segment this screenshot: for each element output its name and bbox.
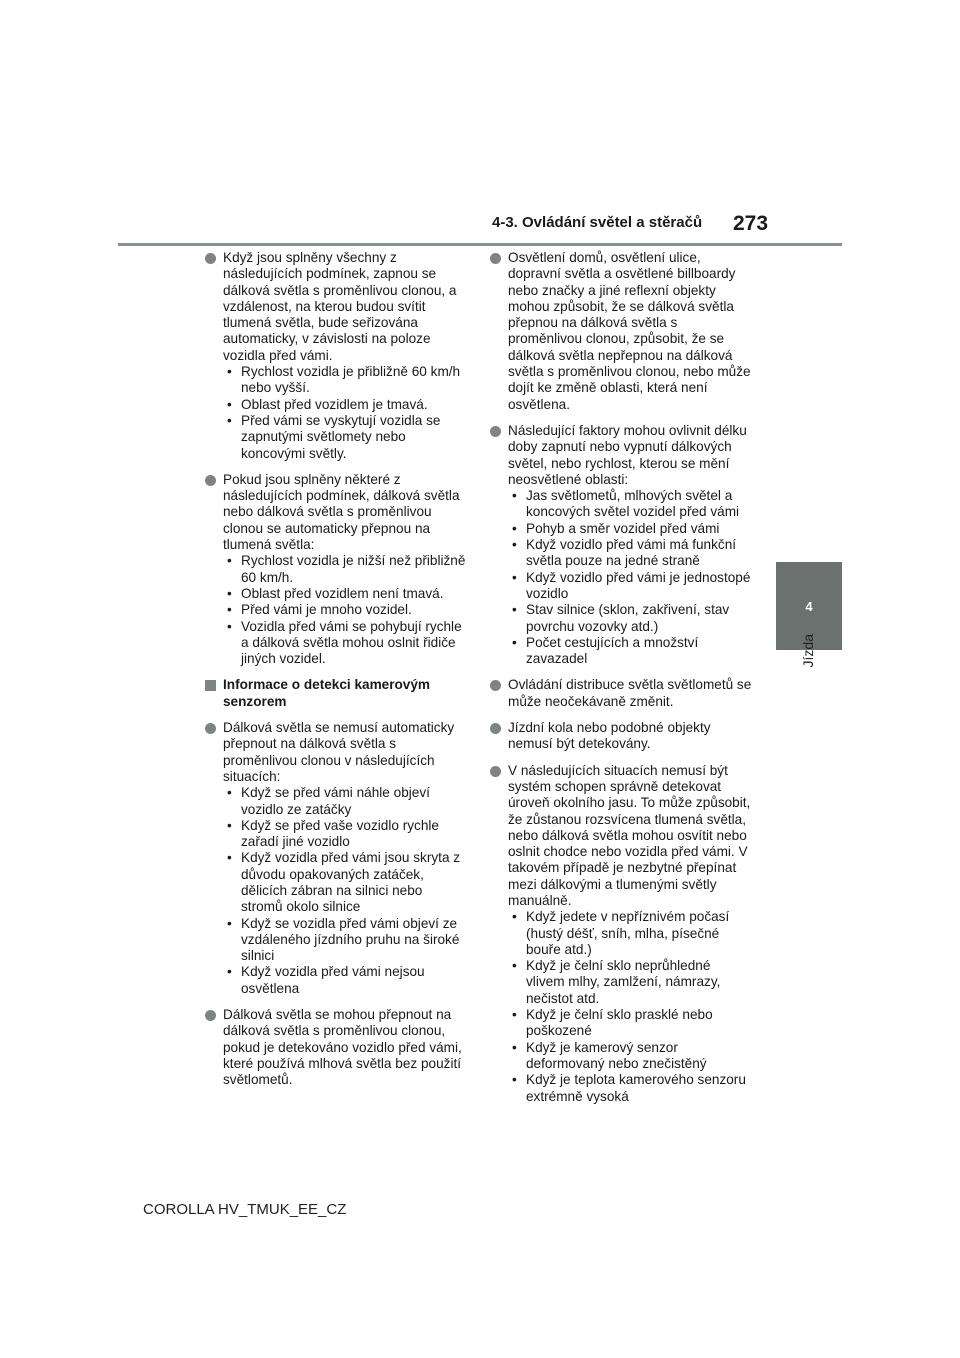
list-item: • Před vámi se vyskytují vozidla se zapnutými světlomety nebo koncovými světly. <box>223 413 467 462</box>
section-heading <box>205 677 467 710</box>
list-item: • Oblast před vozidlem není tmavá. <box>223 586 467 602</box>
list-item: • Když je kamerový senzor deformovaný nebo znečistěný <box>508 1040 752 1073</box>
paragraph <box>490 763 752 1105</box>
list-item: • Když vozidla před vámi jsou skryta z důvodu opakovaných zatáček, dělicích zábran na silnici nebo stromů okolo silnice <box>223 850 467 915</box>
chapter-tab: 4 <box>776 562 842 650</box>
bullet-list <box>508 488 752 667</box>
bullet-circle-icon <box>205 253 216 264</box>
bullet-circle-icon <box>490 723 501 734</box>
paragraph-text: Jízdní kola nebo podobné objekty nemusí být detekovány. <box>508 720 711 752</box>
list-item: • Když vozidlo před vámi je jednostopé vozidlo <box>508 570 752 603</box>
bullet-list <box>223 364 467 462</box>
chapter-label: Jízda <box>800 634 816 668</box>
list-item: • Když je čelní sklo neprůhledné vlivem mlhy, zamlžení, námrazy, nečistot atd. <box>508 958 752 1007</box>
bullet-circle-icon <box>490 253 501 264</box>
bullet-circle-icon <box>205 1010 216 1021</box>
bullet-list <box>223 785 467 997</box>
list-item: • Když vozidla před vámi nejsou osvětlena <box>223 964 467 997</box>
bullet-circle-icon <box>490 426 501 437</box>
paragraph-text: Osvětlení domů, osvětlení ulice, dopravní světla a osvětlené billboardy nebo značky a jiné reflexní objekty mohou způsobit, že se dálková světla přepnou na dálková světla s proměnlivou clonou, způsobit, že se dálková světla nepřepnou na dálková světla s proměnlivou clonou, nebo může dojít ke změně oblasti, která není osvětlena. <box>508 250 751 412</box>
paragraph-text: Následující faktory mohou ovlivnit délku doby zapnutí nebo vypnutí dálkových světel, nebo rychlost, kterou se mění neosvětlené oblasti: <box>508 422 747 487</box>
paragraph-text: Ovládání distribuce světla světlometů se může neočekávaně změnit. <box>508 677 752 709</box>
bullet-circle-icon <box>490 680 501 691</box>
bullet-circle-icon <box>205 723 216 734</box>
bullet-circle-icon <box>205 475 216 486</box>
list-item: • Oblast před vozidlem je tmavá. <box>223 397 467 413</box>
paragraph-text: Když jsou splněny všechny z následujících podmínek, zapnou se dálková světla s proměnlivou clonou, a vzdálenost, na kterou budou svítit tlumená světla, bude seřizována automaticky, v závislosti na poloze vozidla před vámi. <box>223 250 457 363</box>
list-item: • Když se před vaše vozidlo rychle zařadí jiné vozidlo <box>223 818 467 851</box>
page-number: 273 <box>733 212 769 235</box>
paragraph-text: Dálková světla se nemusí automaticky přepnout na dálková světla s proměnlivou clonou v následujících situacích: <box>223 720 455 784</box>
list-item: • Pohyb a směr vozidel před vámi <box>508 521 752 537</box>
list-item: • Když je čelní sklo prasklé nebo poškozené <box>508 1007 752 1040</box>
list-item: • Vozidla před vámi se pohybují rychle a dálková světla mohou oslnit řidiče jiných vozidel. <box>223 619 467 668</box>
paragraph <box>490 677 752 710</box>
paragraph-text: Pokud jsou splněny některé z následujících podmínek, dálková světla nebo dálková světla s proměnlivou clonou se automaticky přepnou na tlumená světla: <box>223 471 460 553</box>
paragraph <box>205 720 467 997</box>
list-item: • Stav silnice (sklon, zakřivení, stav povrchu vozovky atd.) <box>508 602 752 635</box>
list-item: • Když je teplota kamerového senzoru extrémně vysoká <box>508 1072 752 1105</box>
paragraph-text: V následujících situacích nemusí být systém schopen správně detekovat úroveň okolního jasu. To může způsobit, že zůstanou rozsvícena tlumená světla, nebo dálková světla mohou osvítit nebo oslnit chodce nebo vozidla před vámi. V takovém případě je nezbytné přepínat mezi dálkovými a tlumenými světly manuálně. <box>508 762 751 908</box>
list-item: • Když jedete v nepříznivém počasí (hustý déšť, sníh, mlha, písečné bouře atd.) <box>508 909 752 958</box>
paragraph <box>205 472 467 668</box>
right-column <box>490 250 752 1115</box>
footer-model-code: COROLLA HV_TMUK_EE_CZ <box>143 1201 347 1218</box>
paragraph <box>490 423 752 667</box>
bullet-list <box>223 553 467 667</box>
header-divider <box>118 243 842 246</box>
paragraph <box>490 720 752 753</box>
list-item: • Rychlost vozidla je přibližně 60 km/h nebo vyšší. <box>223 364 467 397</box>
section-title: 4-3. Ovládání světel a stěračů <box>492 214 703 231</box>
list-item: • Když vozidlo před vámi má funkční světla pouze na jedné straně <box>508 537 752 570</box>
paragraph <box>490 250 752 413</box>
section-heading-text: Informace o detekci kamerovým senzorem <box>223 677 431 709</box>
list-item: • Počet cestujících a množství zavazadel <box>508 635 752 668</box>
bullet-circle-icon <box>490 766 501 777</box>
list-item: • Jas světlometů, mlhových světel a koncových světel vozidel před vámi <box>508 488 752 521</box>
paragraph-text: Dálková světla se mohou přepnout na dálková světla s proměnlivou clonou, pokud je detekováno vozidlo před vámi, které používá mlhová světla bez použití světlometů. <box>223 1007 462 1088</box>
list-item: • Před vámi je mnoho vozidel. <box>223 602 467 618</box>
list-item: • Když se před vámi náhle objeví vozidlo ze zatáčky <box>223 785 467 818</box>
paragraph <box>205 250 467 462</box>
paragraph <box>205 1007 467 1088</box>
left-column <box>205 250 467 1099</box>
bullet-list <box>508 909 752 1105</box>
list-item: • Když se vozidla před vámi objeví ze vzdáleného jízdního pruhu na široké silnici <box>223 916 467 965</box>
list-item: • Rychlost vozidla je nižší než přibližně 60 km/h. <box>223 553 467 586</box>
bullet-square-icon <box>205 680 216 691</box>
